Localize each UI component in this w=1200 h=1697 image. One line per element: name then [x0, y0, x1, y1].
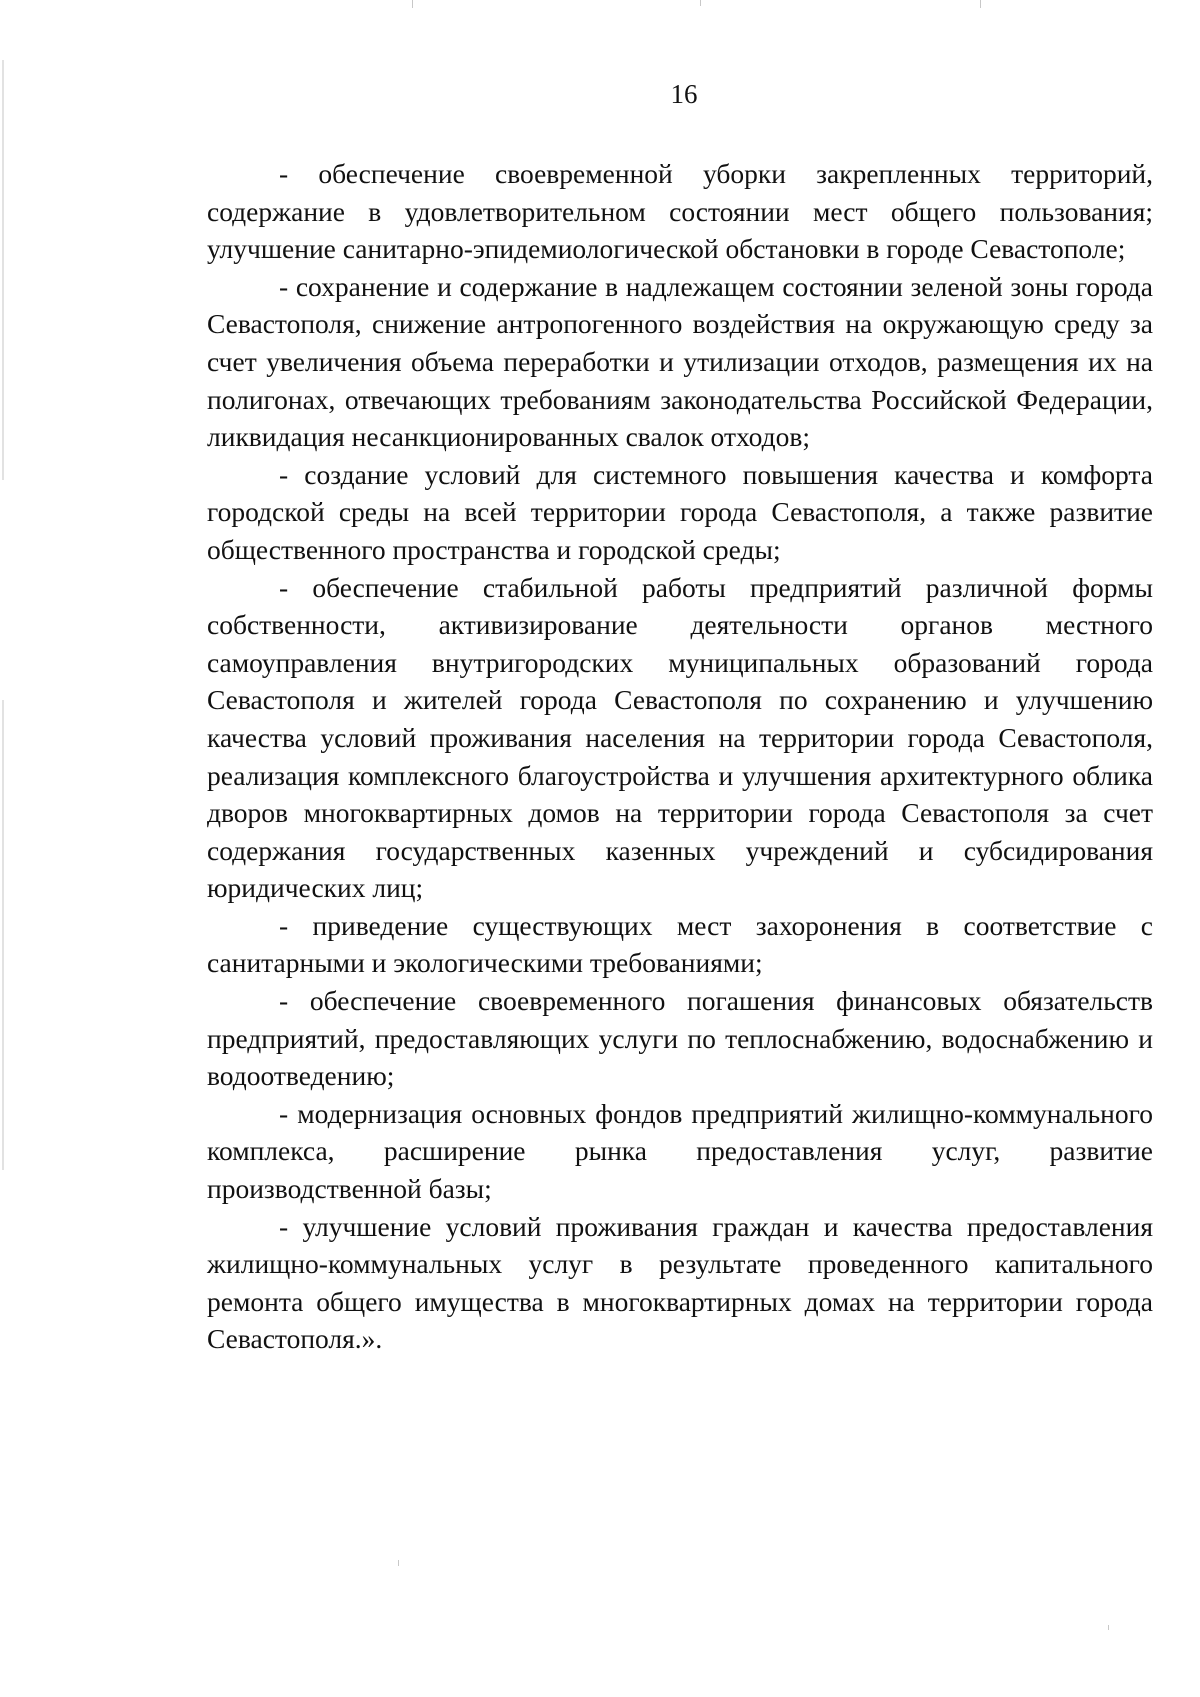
margin-speck: [2, 700, 4, 1170]
page-number: 16: [670, 79, 698, 109]
paragraph: - обеспечение своевременного погашения финансовых обязательств предприятий, предоставляющих услуги по теплоснабжению, водоснабжению и водоотведению;: [207, 985, 1153, 1092]
paragraph: - модернизация основных фондов предприятий жилищно-коммунального комплекса, расширение рынка предоставления услуг, развитие производственной базы;: [207, 1097, 1153, 1205]
paragraph: - обеспечение стабильной работы предприятий различной формы собственности, активизирование деятельности органов местного самоуправления внутригородских муниципальных образований города Севастополя и жителей города Севастополя по сохранению и улучшению качества условий проживания населения на территории города Севастополя, реализация комплексного благоустройства и улучшения архитектурного облика дворов многоквартирных домов на территории города Севастополя за счет содержания государственных казенных учреждений и субсидирования юридических лиц;: [207, 571, 1153, 904]
scan-artifact-top: [412, 0, 413, 8]
paragraph: - создание условий для системного повышения качества и комфорта городской среды на всей территории города Севастополя, а также развитие общественного пространства и городской среды;: [207, 458, 1153, 565]
scan-artifact-bottom: [398, 1560, 399, 1566]
scan-artifact-top: [700, 0, 701, 6]
scan-artifact-top: [980, 0, 981, 8]
paragraph: - сохранение и содержание в надлежащем состоянии зеленой зоны города Севастополя, снижение антропогенного воздействия на окружающую среду за счет увеличения объема переработки и утилизации отходов, размещения их на полигонах, отвечающих требованиям законодательства Российской Федерации, ликвидация несанкционированных свалок отходов;: [207, 270, 1153, 453]
paragraph: - обеспечение своевременной уборки закрепленных территорий, содержание в удовлетворительном состоянии мест общего пользования; улучшение санитарно-эпидемиологической обстановки в городе Севастополе;: [207, 158, 1153, 265]
paragraph: - улучшение условий проживания граждан и качества предоставления жилищно-коммунальных услуг в результате проведенного капитального ремонта общего имущества в многоквартирных домах на территории города Севастополя.».: [207, 1210, 1153, 1355]
paragraph: - приведение существующих мест захоронения в соответствие с санитарными и экологическими требованиями;: [207, 909, 1153, 979]
scan-artifact-bottom: [1108, 1625, 1109, 1630]
body-text: [207, 155, 1153, 1358]
margin-speck: [2, 60, 4, 480]
